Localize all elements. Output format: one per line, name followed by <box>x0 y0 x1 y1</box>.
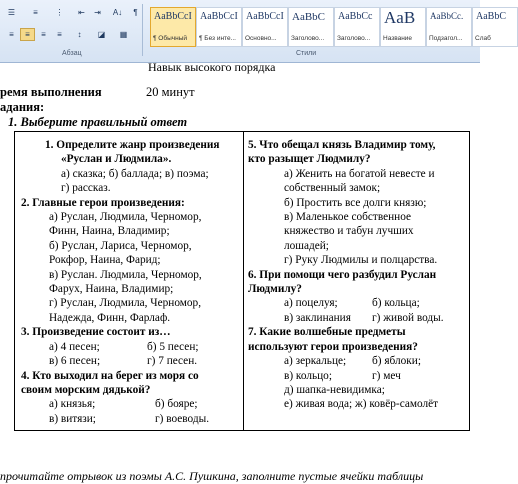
q4-title-cont: своим морским дядькой? <box>21 383 151 396</box>
style-name: ¶ Без инте... <box>199 35 236 42</box>
style-sample: AaBbCcI <box>154 11 192 22</box>
q3-title: 3. Произведение состоит из… <box>21 326 171 339</box>
style-item-5[interactable] <box>380 7 426 47</box>
q7-option-e: д) шапка-невидимка; <box>284 383 385 396</box>
style-item-0[interactable] <box>150 7 196 47</box>
ribbon-toolbar <box>0 0 506 63</box>
increase-indent-icon[interactable]: ⇥ <box>94 8 101 17</box>
q6-option-a: а) поцелуя; <box>284 297 338 310</box>
paragraph-group-label: Абзац <box>62 50 82 57</box>
q5-option-b: б) Простить все долги князю; <box>284 196 427 209</box>
align-right-icon[interactable]: ≡ <box>41 30 46 39</box>
numbering-icon[interactable]: ≡ <box>33 8 38 17</box>
q4-title: 4. Кто выходил на берег из моря со <box>21 369 199 382</box>
q6-row-1 <box>248 296 465 310</box>
q7-option-d: г) меч <box>372 369 401 382</box>
q4-row-1 <box>19 397 239 411</box>
q2-title: 2. Главные герои произведения: <box>21 196 185 209</box>
q5-option-c: в) Маленькое собственное <box>284 211 412 224</box>
q1-title-cont: «Руслан и Людмила». <box>61 153 172 166</box>
q2-option-c-cont: Фарух, Наина, Владимир; <box>49 283 174 296</box>
q6-option-d: г) живой воды. <box>372 311 444 324</box>
q4-option-b: б) бояре; <box>155 398 198 411</box>
task-1-heading: 1. Выберите правильный ответ <box>8 115 188 129</box>
shading-icon[interactable]: ◪ <box>97 30 106 39</box>
borders-icon[interactable]: ▦ <box>119 30 128 39</box>
q3-row-1 <box>19 340 239 354</box>
style-item-6[interactable] <box>426 7 472 47</box>
q7-option-f: е) живая вода; ж) ковёр-самолёт <box>284 398 439 411</box>
q3-option-a: а) 4 песен; <box>49 340 100 353</box>
style-item-3[interactable] <box>288 7 334 47</box>
q5-option-d: г) Руку Людмилы и полцарства. <box>284 254 438 267</box>
q7-row-2 <box>248 369 465 383</box>
time-value: 20 минут <box>146 85 195 99</box>
q2-option-a-cont: Финн, Наина, Владимир; <box>49 225 170 238</box>
q6-row-2 <box>248 311 465 325</box>
style-sample: AaBbCcI <box>200 11 238 22</box>
q3-option-c: в) 6 песен; <box>49 355 101 368</box>
style-item-7[interactable] <box>472 7 518 47</box>
q4-row-2 <box>19 412 239 426</box>
q5-option-c-cont: княжество и табун лучших <box>284 225 414 238</box>
q1-options-cont: г) рассказ. <box>61 182 111 195</box>
q2-option-a: а) Руслан, Людмила, Черномор, <box>49 211 202 224</box>
sort-icon[interactable]: A↓ <box>112 8 123 17</box>
styles-group-label: Стили <box>296 50 317 57</box>
q2-option-b: б) Руслан, Лариса, Черномор, <box>49 239 192 252</box>
style-sample: AaB <box>384 8 416 27</box>
bullets-icon[interactable]: ☰ <box>7 8 16 17</box>
time-label: ремя выполнения <box>0 85 102 99</box>
q7-row-1 <box>248 354 465 368</box>
style-name: Заголово... <box>291 35 325 42</box>
right-column <box>244 132 470 431</box>
style-name: Слаб <box>475 35 491 42</box>
q2-option-b-cont: Рокфор, Наина, Фарид; <box>49 254 161 267</box>
q5-title: 5. Что обещал князь Владимир тому, <box>248 139 436 151</box>
q7-title-cont: используют герои произведения? <box>248 340 418 353</box>
q6-title-cont: Людмилу? <box>248 283 302 296</box>
style-item-2[interactable] <box>242 7 288 47</box>
justify-icon[interactable]: ≡ <box>57 30 62 39</box>
style-name: Название <box>383 35 413 42</box>
q5-option-a: а) Женить на богатой невесте и <box>284 167 435 180</box>
align-left-icon[interactable]: ≡ <box>9 30 14 39</box>
left-column <box>15 132 244 431</box>
q6-option-b: б) кольца; <box>372 297 420 310</box>
q7-title: 7. Какие волшебные предметы <box>248 326 406 339</box>
q5-option-c-cont2: лошадей; <box>284 239 329 252</box>
style-sample: AaBbCcI <box>246 11 284 22</box>
q6-option-c: в) заклинания <box>284 311 351 324</box>
cut-heading-line: Навык высокого порядка <box>148 60 276 74</box>
questions-table <box>14 131 470 431</box>
q4-option-d: г) воеводы. <box>155 412 210 425</box>
line-spacing-icon[interactable]: ↕ <box>77 30 82 39</box>
q7-option-b: б) яблоки; <box>372 355 421 368</box>
style-name: Заголово... <box>337 35 371 42</box>
style-name: Основно... <box>245 35 277 42</box>
style-name: ¶ Обычный <box>153 35 188 42</box>
q5-title-cont: кто разыщет Людмилу? <box>248 153 371 166</box>
q7-option-a: а) зеркальце; <box>284 355 347 368</box>
show-marks-icon[interactable]: ¶ <box>133 8 138 17</box>
q2-option-d-cont: Надежда, Финн, Фарлаф. <box>49 311 171 324</box>
q7-option-c: в) кольцо; <box>284 369 332 382</box>
q5-option-a-cont: собственный замок; <box>284 182 381 195</box>
q1-options: а) сказка; б) баллада; в) поэма; <box>61 167 209 180</box>
tasks-label: адания: <box>0 100 45 114</box>
group-separator <box>142 4 143 56</box>
q4-option-c: в) витязи; <box>49 412 96 425</box>
task-2-cut-line: прочитайте отрывок из поэмы А.С. Пушкина, заполните пустые ячейки таблицы <box>0 469 424 483</box>
q2-option-c: в) Руслан. Людмила, Черномор, <box>49 268 202 281</box>
style-item-1[interactable] <box>196 7 242 47</box>
multilevel-list-icon[interactable]: ⋮ <box>55 8 64 17</box>
q4-option-a-text: а) князья; <box>49 398 96 411</box>
style-sample: AaBbC <box>476 11 506 22</box>
decrease-indent-icon[interactable]: ⇤ <box>78 8 85 17</box>
q2-option-d: г) Руслан, Людмила, Черномор, <box>49 297 202 310</box>
style-sample: AaBbCc <box>338 11 373 22</box>
style-item-4[interactable] <box>334 7 380 47</box>
q3-option-b: б) 5 песен; <box>147 340 199 353</box>
q6-title: 6. При помощи чего разбудил Руслан <box>248 268 437 281</box>
q1-title: 1. Определите жанр произведения <box>45 139 220 151</box>
style-sample: AaBbC <box>292 11 325 23</box>
q3-row-2 <box>19 354 239 368</box>
align-center-icon[interactable]: ≡ <box>20 28 35 41</box>
style-sample: AaBbCc. <box>430 11 464 21</box>
style-name: Подзагол... <box>429 35 463 42</box>
q3-option-d: г) 7 песен. <box>147 355 198 368</box>
